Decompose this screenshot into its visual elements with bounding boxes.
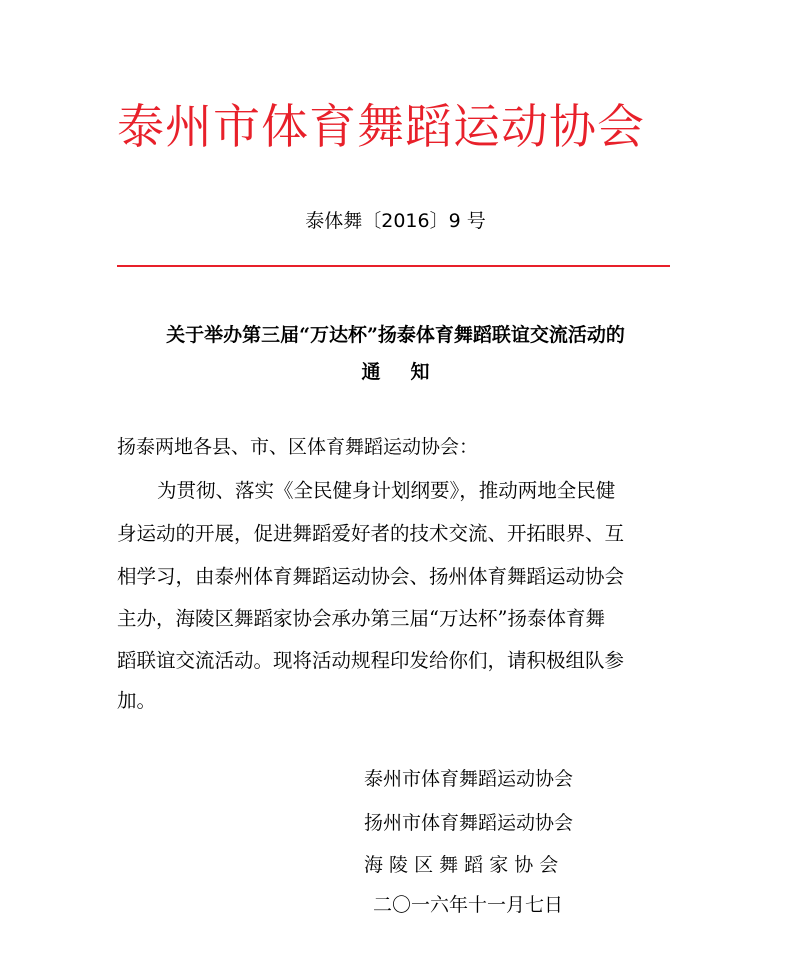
- notice-title-char-1: 通: [361, 361, 381, 383]
- signature-org-yangzhou: 扬州市体育舞蹈运动协会: [364, 812, 574, 834]
- body-line: 相学习，由泰州体育舞蹈运动协会、扬州体育舞蹈运动协会: [117, 565, 625, 588]
- document-number: 泰体舞〔2016〕9 号: [305, 210, 486, 232]
- notice-title-word: [0, 357, 791, 384]
- red-divider: [117, 265, 670, 267]
- body-line: 为贯彻、落实《全民健身计划纲要》，推动两地全民健: [157, 479, 616, 502]
- org-letterhead-title: 泰州市体育舞蹈运动协会: [117, 100, 645, 155]
- body-line: 蹈联谊交流活动。现将活动规程印发给你们，请积极组队参: [117, 649, 625, 672]
- signature-org-taizhou: 泰州市体育舞蹈运动协会: [364, 768, 574, 790]
- signature-org-hailing: 海 陵 区 舞 蹈 家 协 会: [364, 854, 559, 876]
- notice-title: 关于举办第三届“万达杯”扬泰体育舞蹈联谊交流活动的: [166, 324, 625, 346]
- salutation: 扬泰两地各县、市、区体育舞蹈运动协会：: [117, 436, 479, 458]
- notice-title-char-2: 知: [410, 361, 430, 383]
- signature-date: 二〇一六年十一月七日: [373, 894, 564, 916]
- body-line: 主办，海陵区舞蹈家协会承办第三届“万达杯”扬泰体育舞: [117, 607, 605, 630]
- body-line: 身运动的开展，促进舞蹈爱好者的技术交流、开拓眼界、互: [117, 522, 625, 545]
- body-line: 加。: [117, 689, 157, 712]
